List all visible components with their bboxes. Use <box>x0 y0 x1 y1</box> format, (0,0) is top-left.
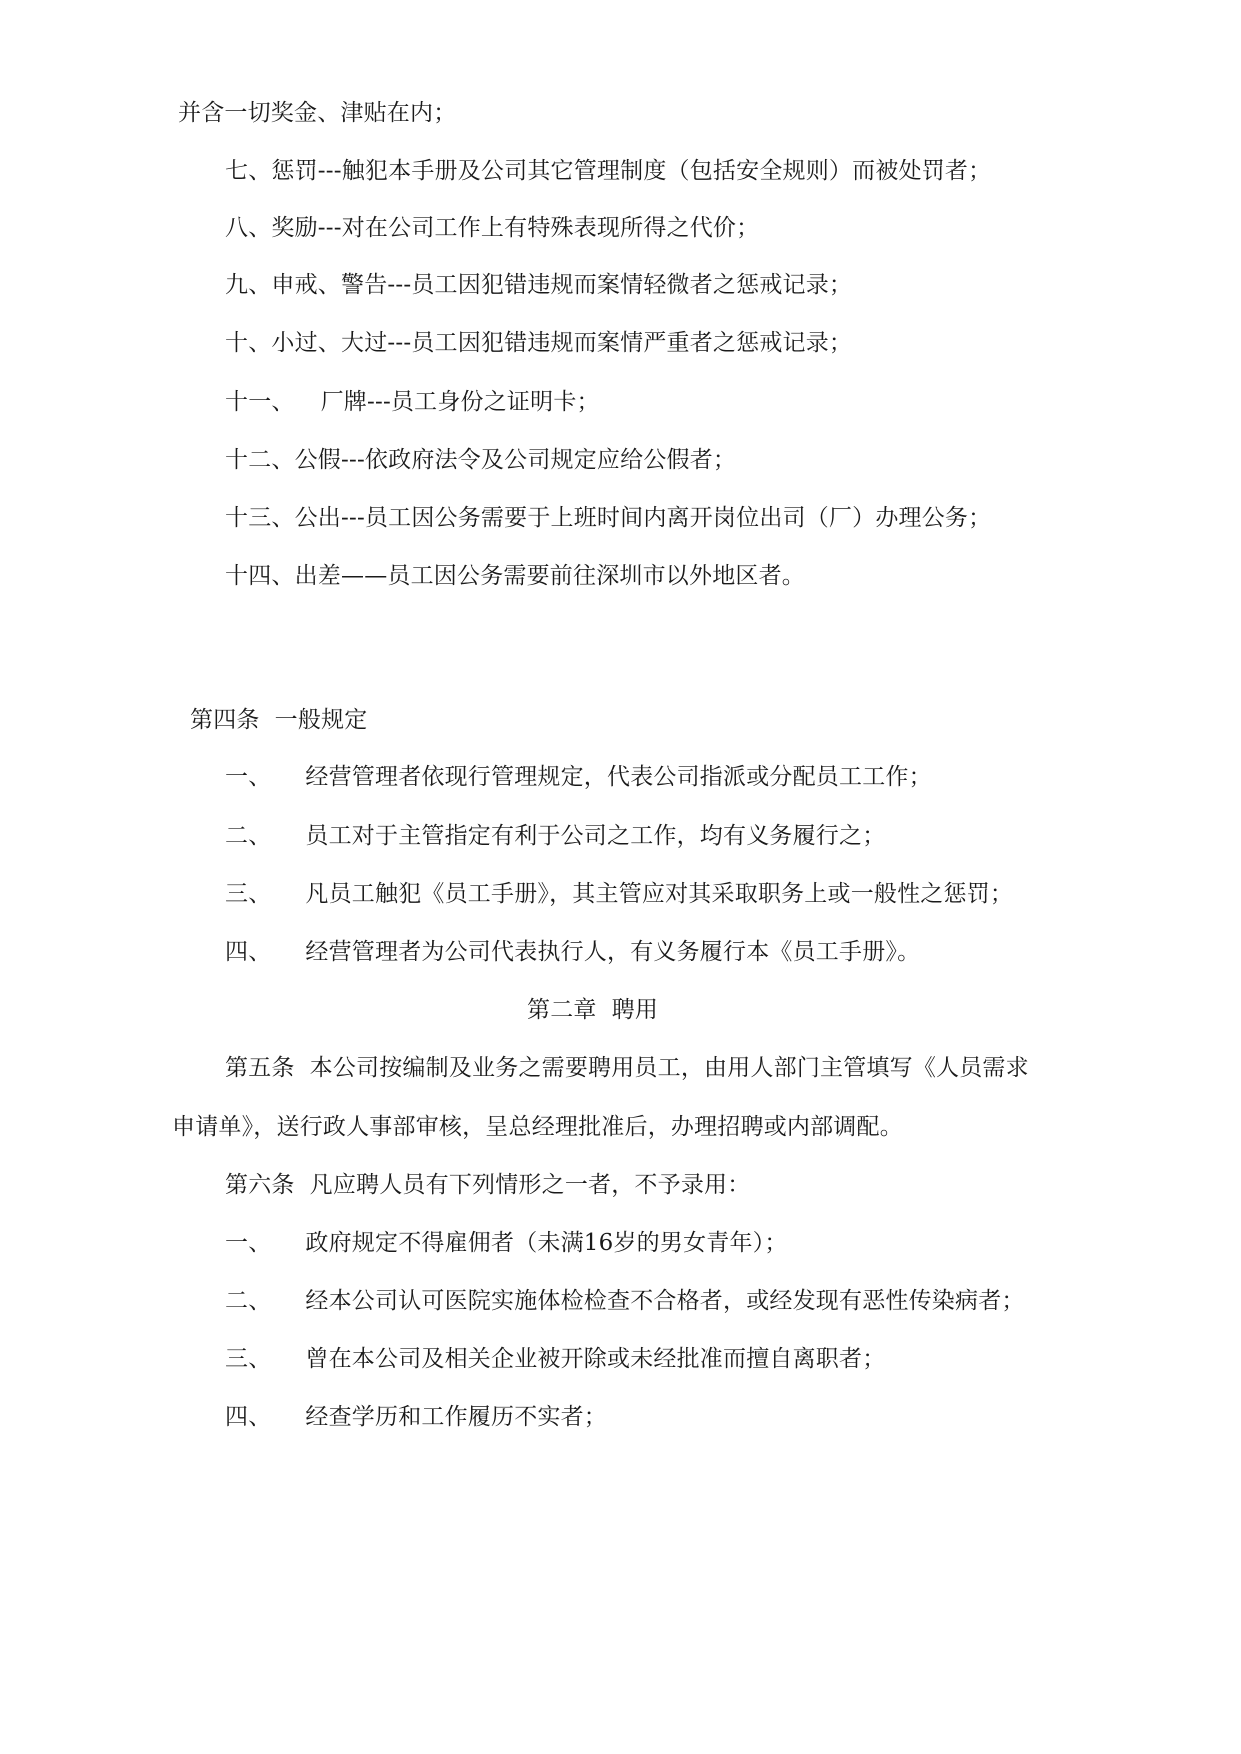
item-text: 经营管理者为公司代表执行人，有义务履行本《员工手册》。 <box>305 939 921 965</box>
item-number: 十四、 <box>225 563 295 589</box>
item-number: 一、 <box>225 1230 272 1256</box>
item-number: 三、 <box>225 1346 272 1372</box>
item-number: 二、 <box>225 1288 272 1314</box>
item-text: 员工对于主管指定有利于公司之工作，均有义务履行之； <box>305 823 886 849</box>
article-4-item-4 <box>225 937 920 967</box>
item-text: 经查学历和工作履历不实者； <box>305 1404 608 1430</box>
item-number: 一、 <box>225 764 272 790</box>
article-6-item-4 <box>225 1402 607 1432</box>
article-6-item-2 <box>225 1286 1025 1316</box>
chapter-2-title: 第二章 聘用 <box>527 997 659 1023</box>
item-number: 四、 <box>225 939 272 965</box>
article-5-line-2: 申请单》，送行政人事部审核，呈总经理批准后，办理招聘或内部调配。 <box>172 1114 903 1140</box>
item-number: 八、 <box>225 215 272 241</box>
item-number: 十三、 <box>225 505 295 531</box>
article-4-item-1 <box>225 762 932 792</box>
item-number: 七、 <box>225 158 272 184</box>
article-4-heading: 第四条 一般规定 <box>190 707 368 733</box>
item-text: 奖励---对在公司工作上有特殊表现所得之代价； <box>271 215 760 241</box>
item-number: 九、 <box>225 272 272 298</box>
article-5-line-1: 第五条 本公司按编制及业务之需要聘用员工，由用人部门主管填写《人员需求 <box>225 1055 1029 1081</box>
item-text: 公假---依政府法令及公司规定应给公假者； <box>294 447 737 473</box>
definition-item-7 <box>225 156 991 186</box>
item-text: 厂牌---员工身份之证明卡； <box>320 389 600 415</box>
item-number: 三、 <box>225 881 272 907</box>
item-number: 四、 <box>225 1404 272 1430</box>
item-number: 十一、 <box>225 389 295 415</box>
item-text: 曾在本公司及相关企业被开除或未经批准而擅自离职者； <box>305 1346 886 1372</box>
article-6-item-3 <box>225 1344 885 1374</box>
definition-continuation: 并含一切奖金、津贴在内； <box>178 100 457 126</box>
item-text: 惩罚---触犯本手册及公司其它管理制度（包括安全规则）而被处罚者； <box>271 158 992 184</box>
definition-item-10 <box>225 328 852 358</box>
definition-item-11 <box>225 387 600 417</box>
item-text: 政府规定不得雇佣者（未满16岁的男女青年）； <box>305 1230 788 1256</box>
item-text: 经营管理者依现行管理规定，代表公司指派或分配员工工作； <box>305 764 932 790</box>
article-4-item-2 <box>225 821 885 851</box>
item-text: 经本公司认可医院实施体检检查不合格者，或经发现有恶性传染病者； <box>305 1288 1025 1314</box>
item-text: 小过、大过---员工因犯错违规而案情严重者之惩戒记录； <box>271 330 853 356</box>
definition-item-9 <box>225 270 852 300</box>
item-number: 十二、 <box>225 447 295 473</box>
article-6-item-1 <box>225 1228 788 1258</box>
definition-item-8 <box>225 213 759 243</box>
definition-item-14 <box>225 561 805 591</box>
item-text: 申戒、警告---员工因犯错违规而案情轻微者之惩戒记录； <box>271 272 853 298</box>
item-number: 十、 <box>225 330 272 356</box>
item-text: 凡员工触犯《员工手册》，其主管应对其采取职务上或一般性之惩罚； <box>305 881 1014 907</box>
article-4-item-3 <box>225 879 1013 909</box>
article-6-heading: 第六条 凡应聘人员有下列情形之一者，不予录用： <box>225 1172 751 1198</box>
item-number: 二、 <box>225 823 272 849</box>
definition-item-12 <box>225 445 736 475</box>
item-text: 公出---员工因公务需要于上班时间内离开岗位出司（厂）办理公务； <box>294 505 992 531</box>
item-text: 出差——员工因公务需要前往深圳市以外地区者。 <box>294 563 806 589</box>
definition-item-13 <box>225 503 991 533</box>
